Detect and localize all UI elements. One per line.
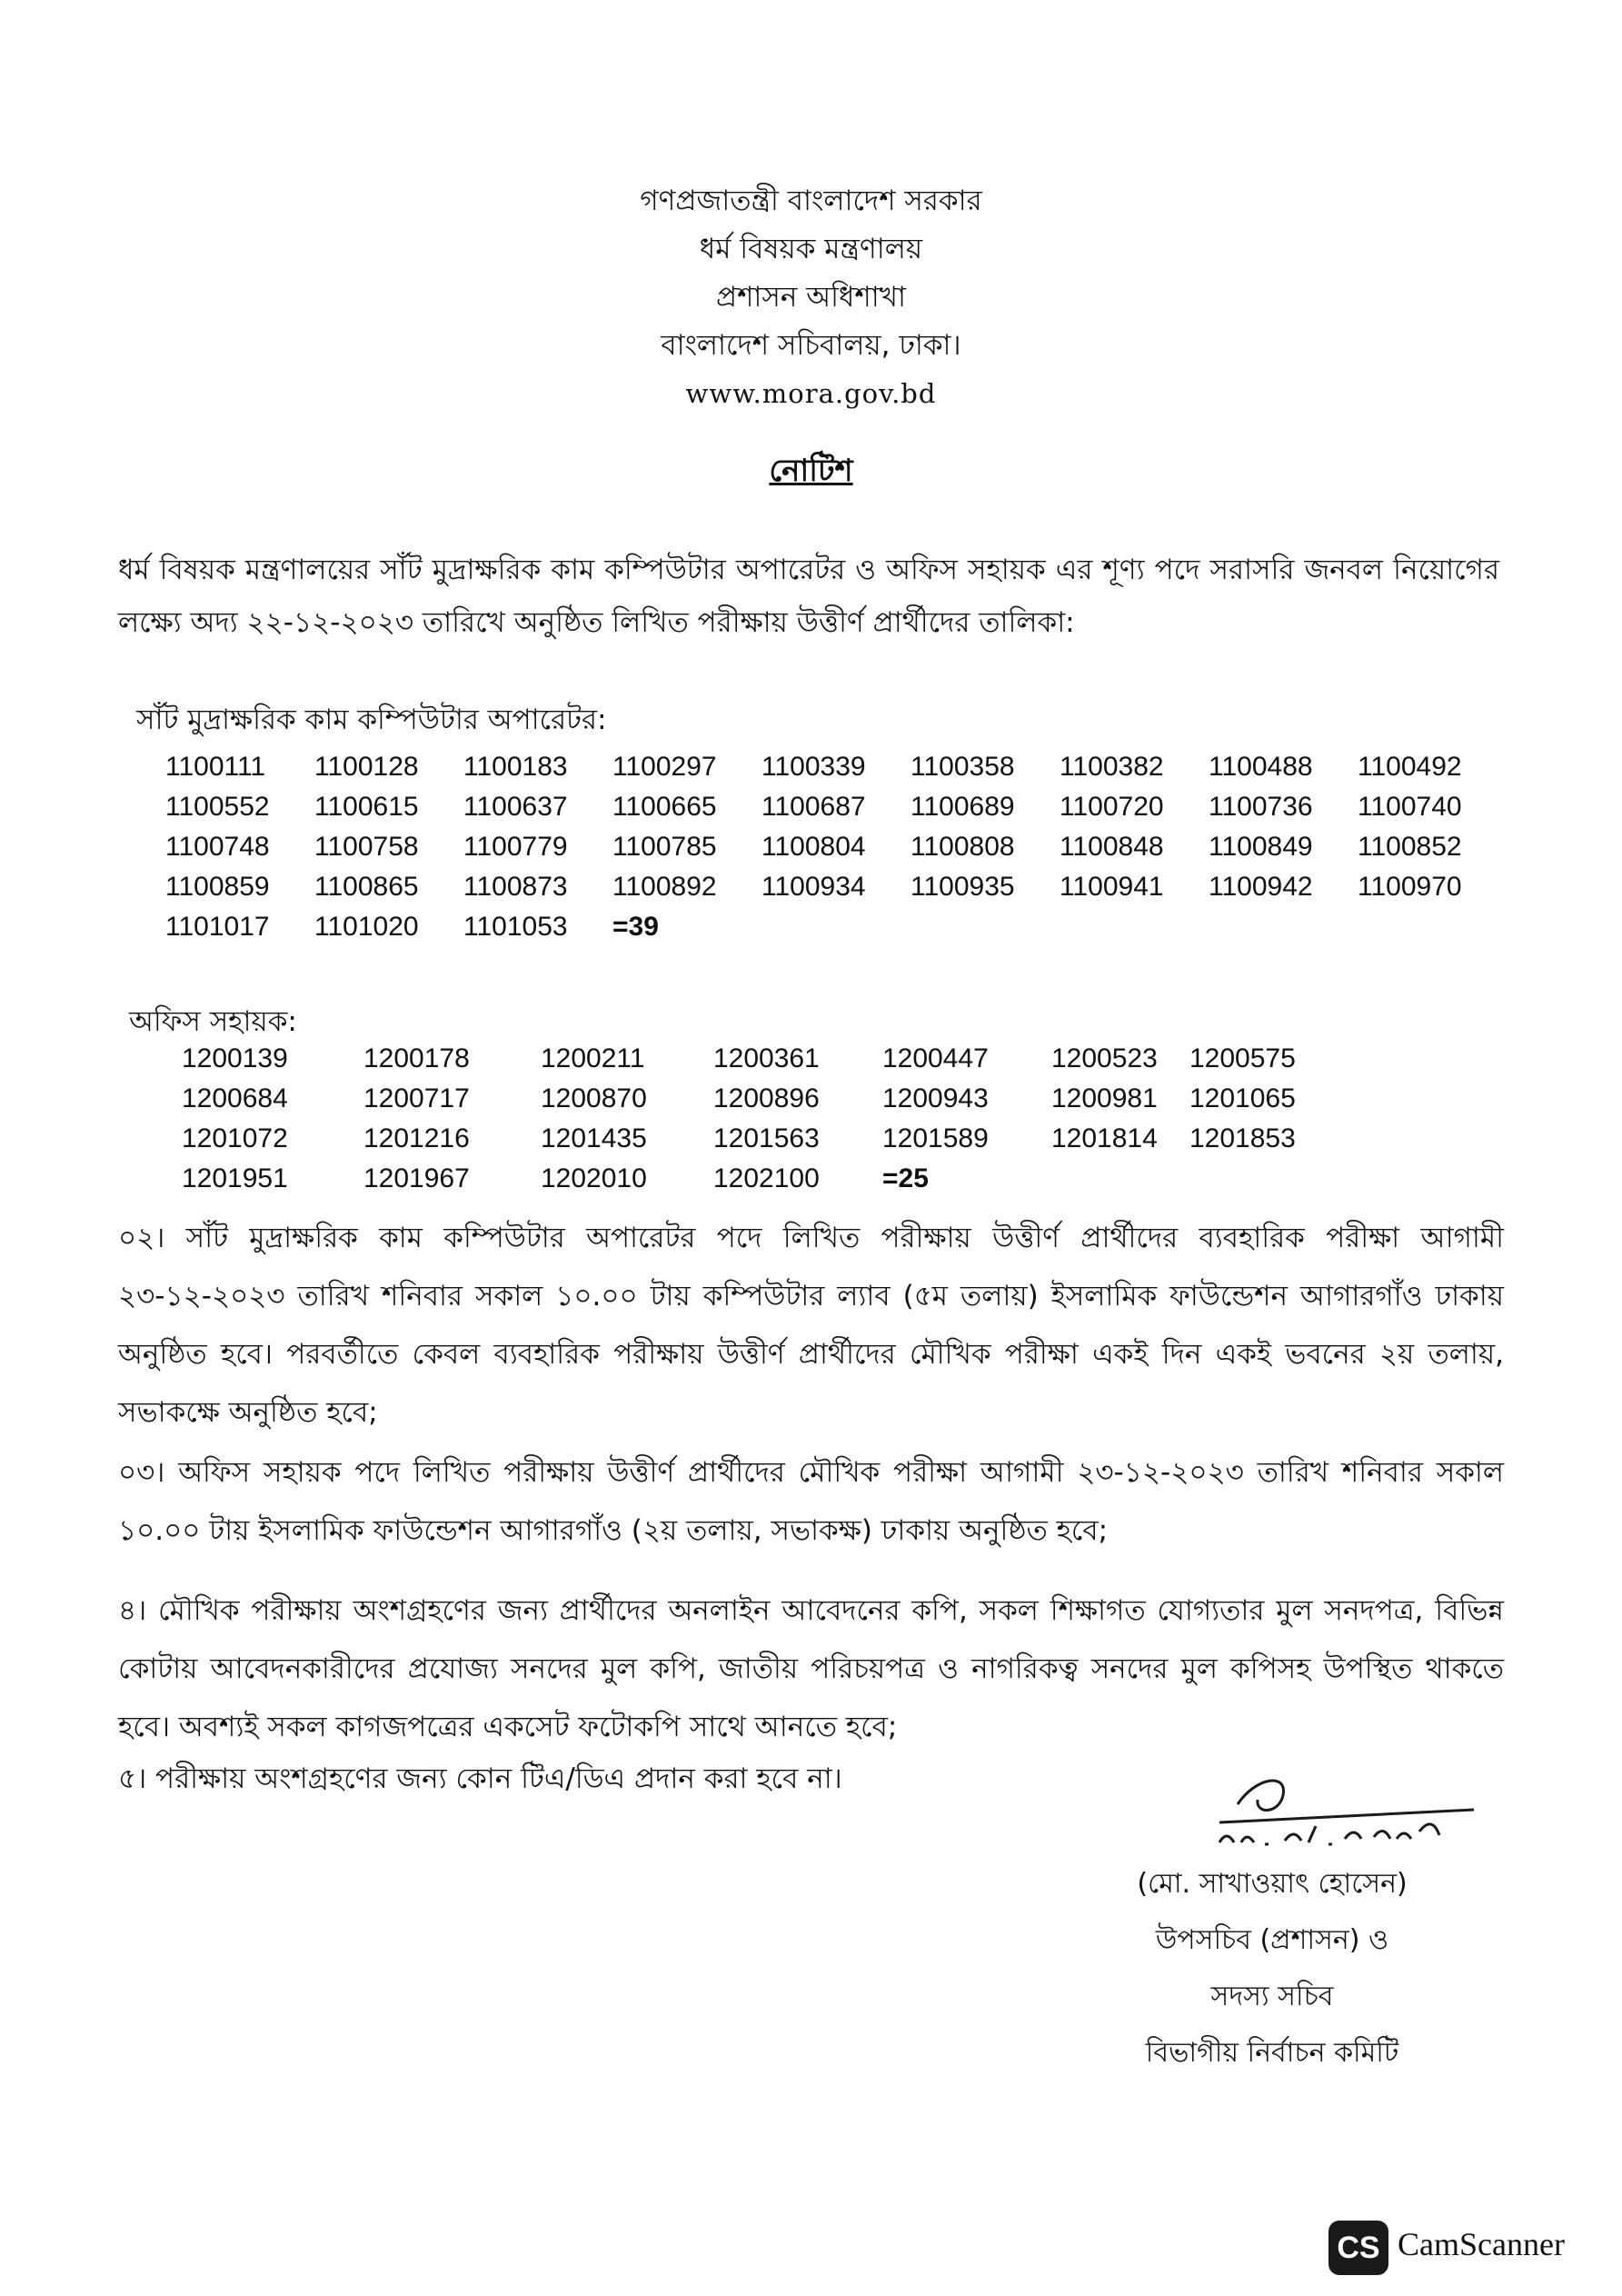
roll-number: 1100552 (165, 792, 270, 822)
handwritten-signature (1201, 1759, 1501, 1868)
roll-number: 1100804 (761, 832, 866, 862)
roll-total: =25 (882, 1163, 929, 1193)
roll-number: 1200981 (1051, 1083, 1158, 1113)
roll-number: 1201072 (182, 1123, 288, 1153)
roll-number: 1201216 (363, 1123, 470, 1153)
roll-number: 1101053 (463, 912, 568, 942)
roll-number: 1100848 (1060, 832, 1164, 862)
roll-number: 1100970 (1358, 872, 1462, 902)
signatory-name: (মো. সাখাওয়াৎ হোসেন) (1137, 1868, 1408, 1900)
roll-number: 1100111 (165, 752, 266, 782)
roll-number: 1100942 (1209, 872, 1313, 902)
roll-number: 1201853 (1189, 1123, 1296, 1153)
paragraph-02: ০২। সাঁট মুদ্রাক্ষরিক কাম কম্পিউটার অপারেটর পদে লিখিত পরীক্ষায় উত্তীর্ণ প্রার্থীদের ব্যবহারিক পরীক্ষা আগামী ২৩-১২-২০২৩ তারিখ শনিবার সকাল ১০.০০ টায় কম্পিউটার ল্যাব (৫ম তলায়) ইসলামিক ফাউন্ডেশন আগারগাঁও ঢাকায় অনুষ্ঠিত হবে। পরবর্তীতে কেবল ব্যবহারিক পরীক্ষায় উত্তীর্ণ প্রার্থীদের মৌখিক পরীক্ষা একই দিন একই ভবনের ২য় তলায়, সভাকক্ষে অনুষ্ঠিত হবে; (118, 1222, 1504, 1429)
roll-number: 1100720 (1060, 792, 1164, 822)
roll-list-computer-operator (165, 751, 1507, 943)
roll-number: 1202010 (541, 1163, 647, 1193)
roll-number: 1100382 (1060, 752, 1164, 782)
camscanner-watermark: CamScanner (1398, 2226, 1565, 2262)
roll-number: 1200943 (882, 1083, 989, 1113)
office-address: বাংলাদেশ সচিবালয়, ঢাকা। (661, 329, 961, 362)
roll-number: 1201563 (713, 1123, 820, 1153)
roll-number: 1100748 (165, 832, 270, 862)
roll-total: =39 (612, 912, 659, 942)
roll-number: 1100873 (463, 872, 568, 902)
roll-number: 1200361 (713, 1043, 820, 1073)
notice-title-text: নোটিশ (769, 453, 853, 489)
roll-number: 1200211 (541, 1043, 645, 1073)
roll-number: 1200896 (713, 1083, 820, 1113)
roll-number: 1200870 (541, 1083, 647, 1113)
roll-number: 1100687 (761, 792, 866, 822)
roll-number: 1100941 (1060, 872, 1164, 902)
roll-number: 1201435 (541, 1123, 647, 1153)
notice-title (0, 447, 1622, 499)
roll-number: 1100785 (612, 832, 717, 862)
roll-number: 1100934 (761, 872, 866, 902)
paragraph-04: ৪। মৌখিক পরীক্ষায় অংশগ্রহণের জন্য প্রার্থীদের অনলাইন আবেদনের কপি, সকল শিক্ষাগত যোগ্যতার মুল সনদপত্র, বিভিন্ন কোটায় আবেদনকারীদের প্রযোজ্য সনদের মুল কপি, জাতীয় পরিচয়পত্র ও নাগরিকত্ব সনদের মুল কপিসহ উপস্থিত থাকতে হবে। অবশ্যই সকল কাগজপত্রের একসেট ফটোকপি সাথে আনতে হবে; (118, 1594, 1504, 1743)
roll-number: 1100808 (911, 832, 1015, 862)
ministry-name: ধর্ম বিষয়ক মন্ত্রণালয় (699, 233, 923, 265)
roll-number: 1201589 (882, 1123, 989, 1153)
committee-name: বিভাগীয় নির্বাচন কমিটি (1145, 2037, 1399, 2069)
roll-number: 1201967 (363, 1163, 470, 1193)
website-link[interactable]: www.mora.gov.bd (685, 378, 937, 409)
roll-number: 1100488 (1209, 752, 1313, 782)
roll-number: 1200178 (363, 1043, 470, 1073)
roll-number: 1100740 (1358, 792, 1462, 822)
roll-number: 1100665 (612, 792, 717, 822)
roll-number: 1202100 (713, 1163, 820, 1193)
roll-number: 1100297 (612, 752, 717, 782)
roll-number: 1201065 (1189, 1083, 1296, 1113)
roll-number: 1100358 (911, 752, 1015, 782)
roll-number: 1201951 (182, 1163, 288, 1193)
roll-number: 1100849 (1209, 832, 1313, 862)
roll-number: 1200447 (882, 1043, 989, 1073)
roll-number: 1100183 (463, 752, 568, 782)
section-label-computer-operator: সাঁট মুদ্রাক্ষরিক কাম কম্পিউটার অপারেটর: (136, 704, 607, 736)
roll-number: 1100935 (911, 872, 1015, 902)
roll-number: 1200575 (1189, 1043, 1296, 1073)
roll-number: 1100637 (463, 792, 568, 822)
section-label-office-assistant: অফিস সহায়ক: (129, 1005, 297, 1038)
roll-number: 1100615 (314, 792, 419, 822)
roll-number: 1101017 (165, 912, 270, 942)
roll-number: 1100689 (911, 792, 1015, 822)
roll-number: 1100339 (761, 752, 866, 782)
signature-block (1077, 1856, 1468, 2081)
paragraph-05: ৫। পরীক্ষায় অংশগ্রহণের জন্য কোন টিএ/ডিএ প্রদান করা হবে না। (118, 1762, 842, 1795)
roll-number: 1100758 (314, 832, 419, 862)
intro-paragraph: ধর্ম বিষয়ক মন্ত্রণালয়ের সাঁট মুদ্রাক্ষরিক কাম কম্পিউটার অপারেটর ও অফিস সহায়ক এর শূণ্য পদে সরাসরি জনবল নিয়োগের লক্ষ্যে অদ্য ২২-১২-২০২৩ তারিখে অনুষ্ঠিত লিখিত পরীক্ষায় উত্তীর্ণ প্রার্থীদের তালিকা: (118, 554, 1499, 639)
government-name: গণপ্রজাতন্ত্রী বাংলাদেশ সরকার (640, 185, 982, 217)
roll-list-office-assistant (182, 1043, 1335, 1195)
camscanner-logo-icon: CS (1328, 2221, 1388, 2275)
roll-number: 1100128 (314, 752, 419, 782)
roll-number: 1100779 (463, 832, 568, 862)
paragraph-03: ০৩। অফিস সহায়ক পদে লিখিত পরীক্ষায় উত্তীর্ণ প্রার্থীদের মৌখিক পরীক্ষা আগামী ২৩-১২-২০২৩ তারিখ শনিবার সকাল ১০.০০ টায় ইসলামিক ফাউন্ডেশন আগারগাঁও (২য় তলায়, সভাকক্ষ) ঢাকায় অনুষ্ঠিত হবে; (118, 1456, 1504, 1547)
roll-number: 1200717 (363, 1083, 470, 1113)
signatory-designation: উপসচিব (প্রশাসন) ও (1155, 1924, 1389, 1956)
roll-number: 1201814 (1051, 1123, 1158, 1153)
roll-number: 1100865 (314, 872, 419, 902)
branch-name: প্রশাসন অধিশাখা (715, 281, 907, 314)
roll-number: 1100892 (612, 872, 717, 902)
signatory-role: সদস্য সচিব (1210, 1981, 1334, 2012)
roll-number: 1100736 (1209, 792, 1313, 822)
roll-number: 1100852 (1358, 832, 1462, 862)
roll-number: 1200684 (182, 1083, 288, 1113)
roll-number: 1200523 (1051, 1043, 1158, 1073)
roll-number: 1101020 (314, 912, 419, 942)
roll-number: 1100492 (1358, 752, 1462, 782)
roll-number: 1200139 (182, 1043, 288, 1073)
letterhead (0, 177, 1622, 418)
roll-number: 1100859 (165, 872, 270, 902)
